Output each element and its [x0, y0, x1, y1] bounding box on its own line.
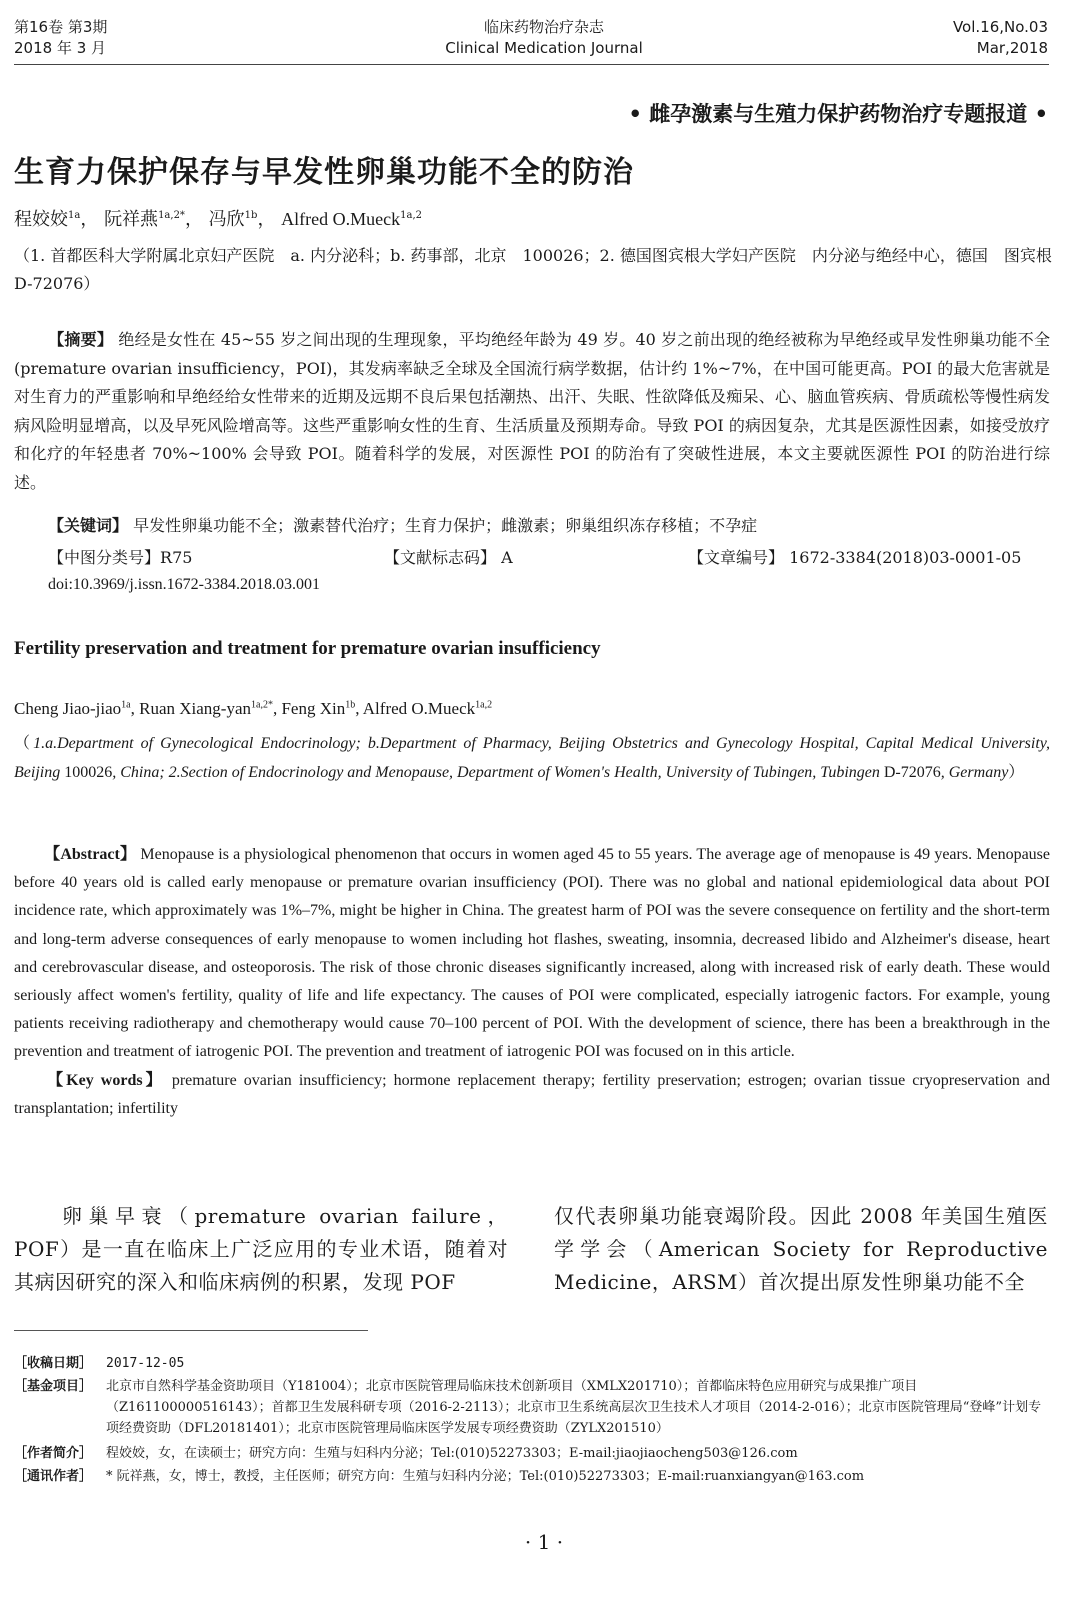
author-sep: ,: [355, 699, 363, 718]
footnote-label: ［作者简介］: [14, 1446, 93, 1461]
affil-en-close: ）: [1008, 764, 1025, 781]
footnote-label: ［收稿日期］: [14, 1356, 93, 1371]
footnote-label: ［通讯作者］: [14, 1469, 93, 1484]
affiliation-cn: （1. 首都医科大学附属北京妇产医院 a. 内分泌科；b. 药事部，北京 100026；2. 德国图宾根大学妇产医院 内分泌与绝经中心，德国 图宾根 D-72076）: [14, 246, 1068, 293]
author-affil-sup: 1b: [244, 210, 258, 221]
body-right-column: [554, 1200, 1048, 1299]
author-affil-sup: 1b: [345, 699, 356, 711]
header-divider: [14, 64, 1049, 65]
body-left-column: [14, 1200, 508, 1299]
journal-name-cn: 临床药物治疗杂志: [483, 18, 604, 36]
footnote-text: * 阮祥燕，女，博士，教授，主任医师；研究方向：生殖与妇科内分泌；Tel:(010)52273303；E-mail:ruanxiangyan@163.com: [106, 1469, 865, 1484]
author-name: Alfred O.Mueck: [281, 209, 401, 229]
keywords-cn: [48, 513, 757, 536]
author-name: 冯欣: [208, 209, 245, 230]
clc-value: R75: [160, 548, 193, 567]
article-title-cn: 生育力保护保存与早发性卵巢功能不全的防治: [14, 155, 634, 190]
header-volume: 第16卷 第3期: [14, 18, 108, 36]
abstract-cn: [14, 326, 1050, 498]
authors-cn: [14, 205, 422, 231]
abstract-en-text: Menopause is a physiological phenomenon that occurs in women aged 45 to 55 years. The average age of menopause is 49 years. Menopause before 40 years old is called early menopause or premature ovarian insufficiency (POI). There was no global and national epidemiological data about POI incidence rate, which approximately was 1%–7%, might be higher in China. The greatest harm of POI was the severe consequence on fertility and the short-term and long-term adverse consequences of early menopause to women including hot flashes, sweating, insomnia, decreased libido and Alzheimer's disease, heart and cerebrovascular disease, and osteoporosis. The risk of those chronic diseases significantly increased, along with increased risk of early death. These would seriously affect women's fertility, quality of life and life expectancy. The causes of POI were complicated, especially iatrogenic factors. For example, young patients receiving radiotherapy and chemotherapy would cause 70–100 percent of POI. With the development of science, there has been a breakthrough in the prevention and treatment of iatrogenic POI. The prevention and treatment of iatrogenic POI was focused on in this article.: [14, 846, 1051, 1061]
footnote-text: 程姣姣，女，在读硕士；研究方向：生殖与妇科内分泌；Tel:(010)52273303；E-mail:jiaojiaocheng503@126.com: [106, 1446, 798, 1461]
author-name-en: Ruan Xiang-yan: [139, 699, 252, 718]
affil-en-part1: 1.a.Department of Gynecological Endocrinology; b.Department of Pharmacy, Beijing Obstetrics and Gynecology Hospital, Capital Medical University, Beijing: [14, 735, 1050, 781]
author-name: 程姣姣: [14, 209, 68, 230]
header-volume-en: [953, 17, 1048, 59]
affil-en-zip: 100026: [64, 764, 113, 781]
footnote-author-bio: [14, 1443, 1054, 1464]
abstract-en-label: 【Abstract】: [44, 846, 137, 863]
header-date: 2018 年 3 月: [14, 39, 107, 57]
author-affil-sup: 1a,2: [400, 210, 423, 221]
author-name: 阮祥燕: [104, 209, 159, 230]
article-title-en: Fertility preservation and treatment for premature ovarian insufficiency: [14, 638, 601, 659]
doi[interactable]: doi:10.3969/j.issn.1672-3384.2018.03.001: [48, 576, 321, 593]
author-name-en: Feng Xin: [281, 699, 346, 718]
author-affil-sup: 1a,2*: [251, 699, 273, 711]
keywords-en-text: premature ovarian insufficiency; hormone replacement therapy; fertility preservation; estrogen; ovarian tissue cryopreservation and transplantation; infertility: [14, 1071, 1050, 1117]
author-sep: ,: [130, 699, 140, 718]
clc-number: [48, 545, 192, 568]
footnote-corresponding: [14, 1466, 1054, 1487]
footnote-divider: [14, 1330, 368, 1331]
footnote-received: [14, 1353, 1054, 1374]
author-name-en: Alfred O.Mueck: [362, 699, 476, 718]
author-affil-sup: 1a,2: [475, 699, 493, 711]
author-affil-sup: 1a: [121, 699, 131, 711]
author-sep: ，: [80, 209, 99, 230]
author-affil-sup: 1a,2*: [158, 210, 185, 221]
header-month-year: Mar,2018: [976, 39, 1048, 57]
keywords-cn-text: 早发性卵巢功能不全；激素替代治疗；生育力保护；雌激素；卵巢组织冻存移植；不孕症: [133, 516, 758, 535]
header-journal: [0, 17, 1088, 59]
abstract-cn-text: 绝经是女性在 45~55 岁之间出现的生理现象，平均绝经年龄为 49 岁。40 岁之前出现的绝经被称为早绝经或早发性卵巢功能不全(premature ovarian insufficiency，POI)，其发病率缺乏全球及全国流行病学数据，估计约 1%~7%，在中国可能更高。POI 的最大危害就是对生育力的严重影响和早绝经给女性带来的近期及远期不良后果包括潮热、出汗、失眠、性欲降低及痴呆、心、脑血管疾病、骨质疏松等慢性病发病风险明显增高，以及早死风险增高等。这些严重影响女性的生育、生活质量及预期寿命。导致 POI 的病因复杂，尤其是医源性因素，如接受放疗和化疗的年轻患者 70%~100% 会导致 POI。随着科学的发展，对医源性 POI 的防治有了突破性进展，本文主要就医源性 POI 的防治进行综述。: [14, 330, 1050, 492]
author-sep: ,: [272, 699, 282, 718]
abstract-cn-label: 【摘要】: [48, 330, 114, 349]
body-right-text: 仅代表卵巢功能衰竭阶段。因此 2008 年美国生殖医学学会（American Society for Reproductive Medicine，ARSM）首次提出原发性卵巢功能不全: [554, 1204, 1048, 1294]
authors-en: [14, 699, 492, 719]
author-affil-sup: 1a: [68, 210, 81, 221]
author-name-en: Cheng Jiao-jiao: [14, 699, 122, 718]
body-left-text: 卵巢早衰（premature ovarian failure，POF）是一直在临床上广泛应用的专业术语，随着对其病因研究的深入和临床病例的积累，发现 POF: [14, 1204, 508, 1294]
affil-en-part3: , Germany: [940, 764, 1009, 781]
affil-en-code: D-72076: [883, 764, 941, 781]
footnote-label: ［基金项目］: [14, 1379, 93, 1394]
author-sep: ，: [257, 209, 276, 230]
article-number-value: 1672-3384(2018)03-0001-05: [789, 548, 1022, 567]
article-number-label: 【文章编号】: [688, 548, 785, 567]
page-number: · 1 ·: [524, 1530, 564, 1554]
affil-en-part2: , China; 2.Section of Endocrinology and Menopause, Department of Women's Health, University of Tubingen, Tubingen: [112, 764, 884, 781]
keywords-cn-label: 【关键词】: [48, 516, 129, 535]
article-number: [688, 545, 1021, 568]
document-code-label: 【文献标志码】: [384, 548, 497, 567]
document-code: [384, 545, 513, 568]
clc-label: 【中图分类号】: [48, 548, 161, 567]
affil-en-open: （: [14, 735, 34, 752]
document-code-value: A: [501, 548, 513, 567]
affiliation-en: [14, 729, 1050, 787]
header-vol-no: Vol.16,No.03: [952, 18, 1048, 36]
keywords-en-label: 【Key words】: [44, 1071, 165, 1089]
footnote-text: 2017-12-05: [106, 1356, 185, 1371]
footnote-funding: [14, 1376, 1054, 1439]
special-report-label: • 雌孕激素与生殖力保护药物治疗专题报道 •: [628, 102, 1048, 126]
author-sep: ，: [184, 209, 203, 230]
journal-name-en: Clinical Medication Journal: [445, 39, 643, 57]
abstract-en: [14, 841, 1050, 1123]
footnote-text: 北京市自然科学基金资助项目（Y181004）；北京市医院管理局临床技术创新项目（XMLX201710）；首都临床特色应用研究与成果推广项目（Z161100000516143）；首都卫生发展科研专项（2016-2-2113）；北京市卫生系统高层次卫生技术人才项目（2014-2-016）；北京市医院管理局“登峰”计划专项经费资助（DFL20181401）；北京市医院管理局临床医学发展专项经费资助（ZYLX201510）: [106, 1379, 1042, 1436]
